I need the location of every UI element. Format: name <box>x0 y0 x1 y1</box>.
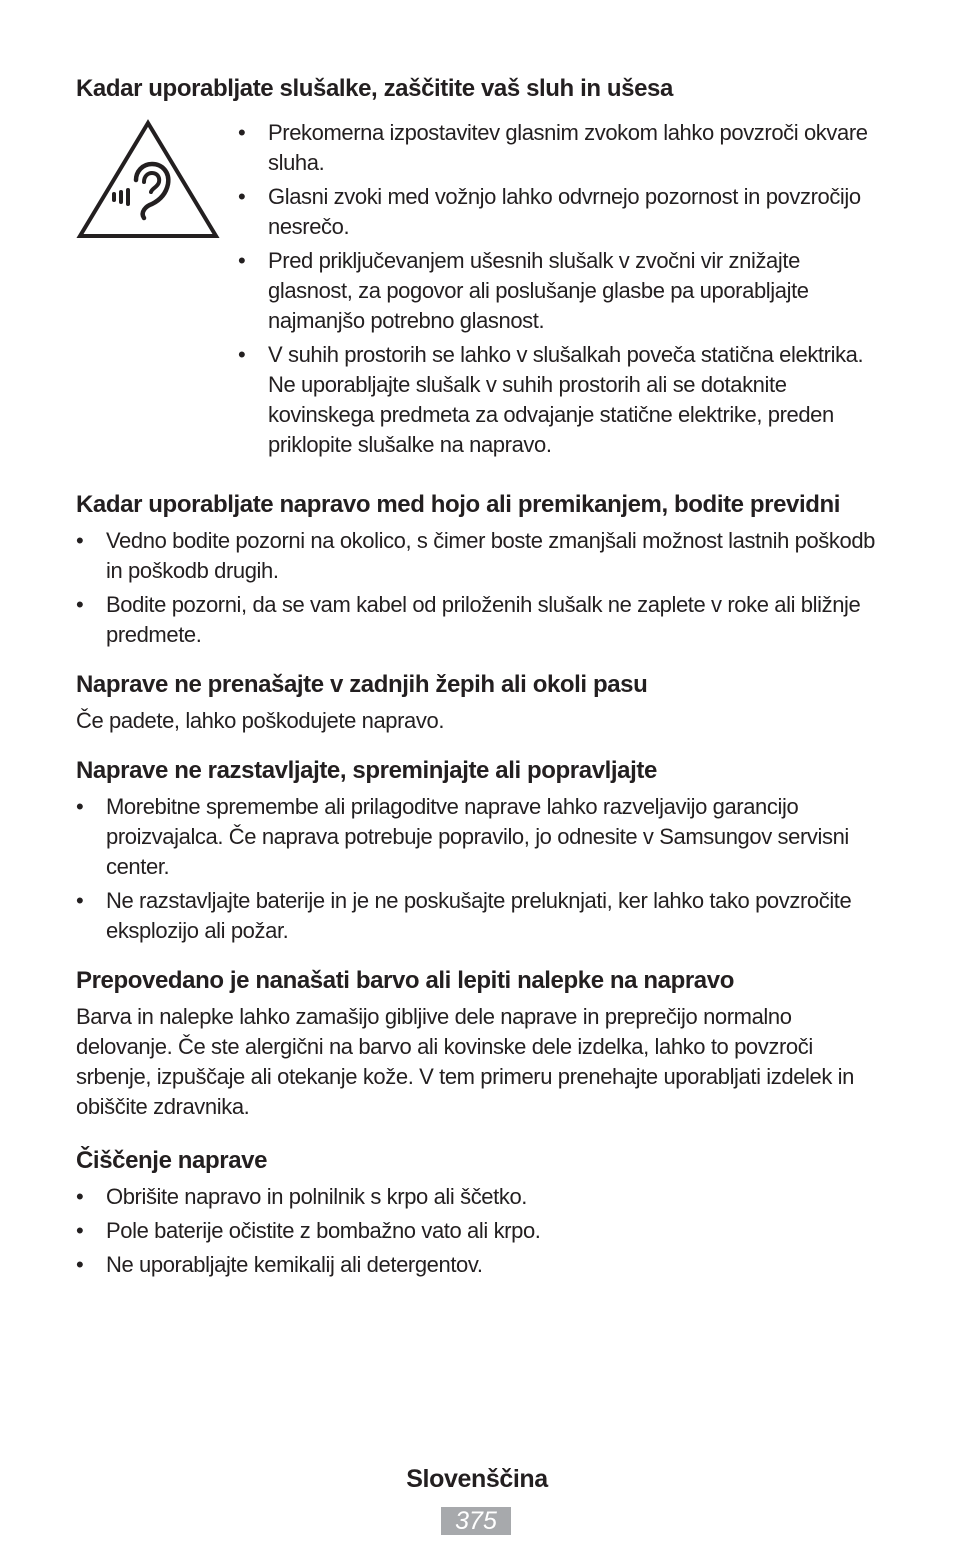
section-cleaning <box>76 1144 876 1280</box>
section-heading: Naprave ne prenašajte v zadnjih žepih ali okoli pasu <box>76 671 648 698</box>
section-heading: Čiščenje naprave <box>76 1147 268 1174</box>
section-text: Barva in nalepke lahko zamašijo gibljive dele naprave in preprečijo normalno delovanje. Če ste alergični na barvo ali kovinske dele izdelka, lahko to povzroči srbenje, izpuščaje ali otekanje kože. V tem primeru prenehajte uporabljati izdelek in obiščite zdravnika. <box>76 1004 855 1119</box>
section-heading: Kadar uporabljate slušalke, zaščitite vaš sluh in ušesa <box>76 75 673 102</box>
section-hearing <box>76 72 876 464</box>
footer-language: Slovenščina <box>406 1465 548 1493</box>
page-number: 375 <box>441 1507 511 1535</box>
section-heading: Naprave ne razstavljajte, spreminjajte ali popravljajte <box>76 757 657 784</box>
list-item: • Bodite pozorni, da se vam kabel od priloženih slušalk ne zaplete v roke ali bližnje predmete. <box>76 590 876 650</box>
hearing-row <box>76 118 876 464</box>
list-item: • Glasni zvoki med vožnjo lahko odvrnejo pozornost in povzročijo nesrečo. <box>238 182 876 242</box>
section-disassemble <box>76 754 876 946</box>
section-paint <box>76 964 876 1122</box>
section-heading: Kadar uporabljate napravo med hojo ali premikanjem, bodite previdni <box>76 491 841 518</box>
cleaning-list <box>76 1182 876 1280</box>
list-item: • Pole baterije očistite z bombažno vato ali krpo. <box>76 1216 876 1246</box>
document-body <box>76 72 876 1294</box>
list-item: • Obrišite napravo in polnilnik s krpo ali ščetko. <box>76 1182 876 1212</box>
section-pockets <box>76 668 876 736</box>
list-item: • Vedno bodite pozorni na okolico, s čimer boste zmanjšali možnost lastnih poškodb in poškodb drugih. <box>76 526 876 586</box>
hearing-warning-icon <box>76 118 220 240</box>
walking-list <box>76 526 876 650</box>
list-item: • Morebitne spremembe ali prilagoditve naprave lahko razveljavijo garancijo proizvajalca. Če naprava potrebuje popravilo, jo odnesite v Samsungov servisni center. <box>76 792 876 882</box>
list-item: • V suhih prostorih se lahko v slušalkah poveča statična elektrika. Ne uporabljajte slušalk v suhih prostorih ali se dotaknite kovinskega predmeta za odvajanje statične elektrike, preden priklopite slušalke na napravo. <box>238 340 876 460</box>
list-item: • Ne razstavljajte baterije in je ne poskušajte preluknjati, ker lahko tako povzročite eksplozijo ali požar. <box>76 886 876 946</box>
hearing-list <box>238 118 876 464</box>
list-item: • Ne uporabljajte kemikalij ali detergentov. <box>76 1250 876 1280</box>
disassemble-list <box>76 792 876 946</box>
section-heading: Prepovedano je nanašati barvo ali lepiti nalepke na napravo <box>76 967 734 994</box>
section-walking <box>76 488 876 650</box>
list-item: • Pred priključevanjem ušesnih slušalk v zvočni vir znižajte glasnost, za pogovor ali poslušanje glasbe pa uporabljajte najmanjšo potrebno glasnost. <box>238 246 876 336</box>
list-item: • Prekomerna izpostavitev glasnim zvokom lahko povzroči okvare sluha. <box>238 118 876 178</box>
section-text: Če padete, lahko poškodujete napravo. <box>76 708 445 733</box>
